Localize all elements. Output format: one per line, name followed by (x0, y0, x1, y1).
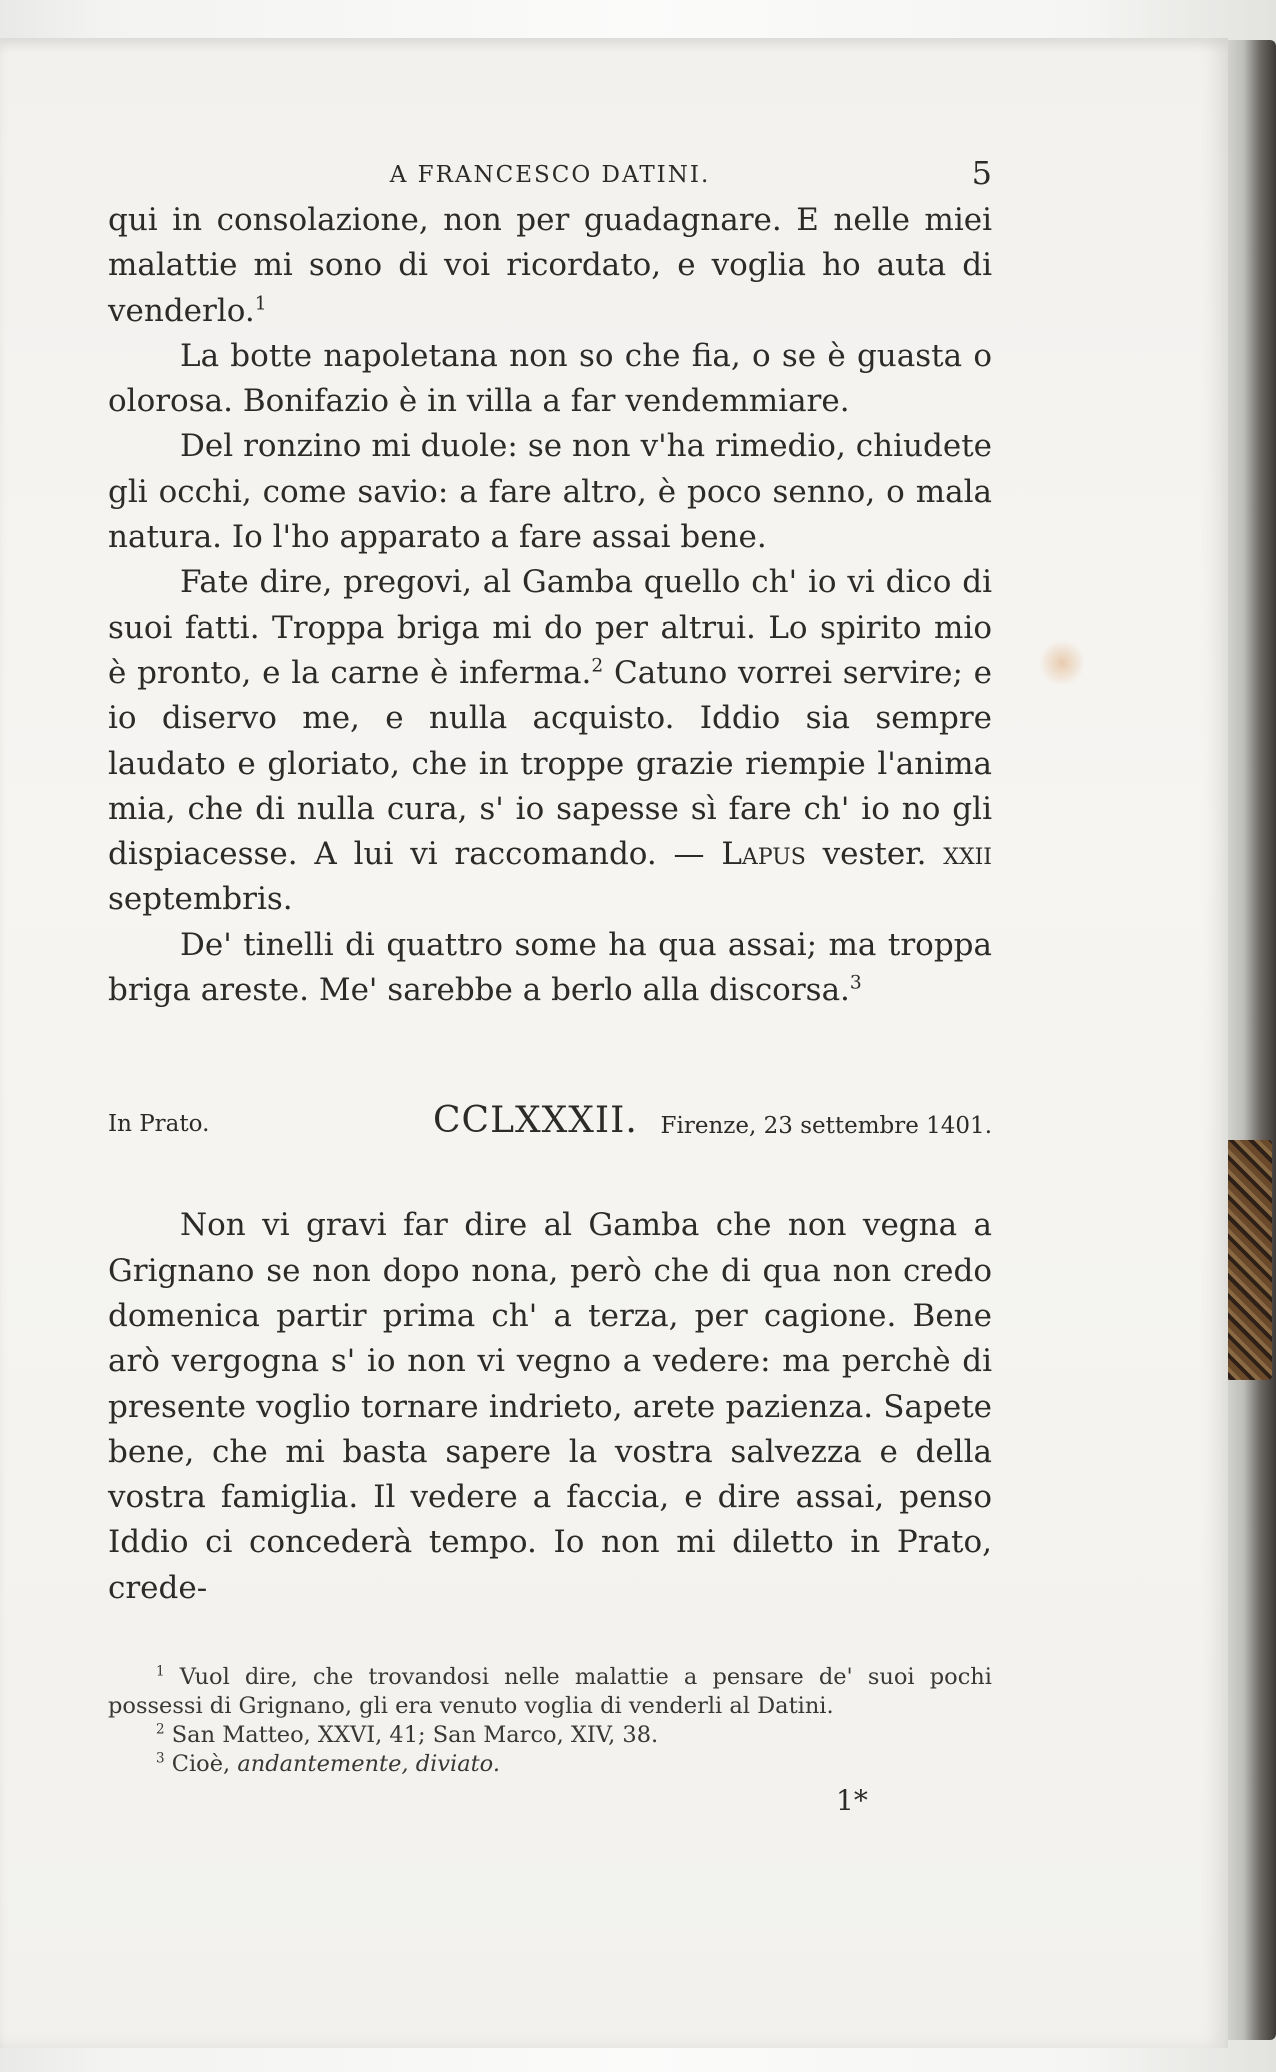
signature-mark: 1* (836, 1784, 868, 1817)
paragraph-continuation: qui in consolazione, non per guadagnare. E nelle miei malattie mi sono di voi ricordato, e voglia ho auta di venderlo.$^1$ (108, 202, 992, 329)
footnote-3: $^3$ Cioè, andantemente, diviato. (156, 1750, 500, 1778)
date-roman: xxii (943, 836, 992, 873)
running-title: A FRANCESCO DATINI. (389, 162, 711, 188)
footnotes (108, 1663, 992, 1779)
paragraph-ronzino: Del ronzino mi duole: se non v'ha rimedio, chiudete gli occhi, come savio: a fare altro, è poco senno, o mala natura. Io l'ho apparato a fare assai bene. (108, 428, 992, 556)
letter-heading (108, 1083, 992, 1143)
letter-date: Firenze, 23 settembre 1401. (660, 1113, 992, 1140)
letter-place: In Prato. (108, 1111, 210, 1138)
paragraph-gamba: Fate dire, pregovi, al Gamba quello ch' io vi dico di suoi fatti. Troppa briga mi do per altrui. Lo spirito mio è pronto, e la carne è inferma.$^2$ Catuno vorrei servire; e io diservo me, e nulla acquisto. Iddio sia sempre laudato e gloriato, che in troppe grazie riempie l'anima mia, che di nulla cura, s' io sapesse sì fare ch' io no gli dispiacesse. A lui vi raccomando. — Lapus vester. xxii septembris. (108, 564, 992, 918)
footnote-ref-1: 1 (254, 293, 267, 315)
signature-lapus: Lapus (721, 836, 806, 873)
book-spine-edge (1222, 40, 1276, 2040)
footnote-1: $^1$ Vuol dire, che trovandosi nelle malattie a pensare de' suoi pochi possessi di Grignano, gli era venuto voglia di venderli al Datini. (108, 1663, 992, 1720)
footnote-ref-3: 3 (849, 972, 862, 994)
page-text (108, 150, 992, 1779)
paragraph-letter-body: Non vi gravi far dire al Gamba che non vegna a Grignano se non dopo nona, però che di qua non credo domenica partir prima ch' a terza, per cagione. Bene arò vergogna s' io non vi vegno a vedere: ma perchè di presente voglio tornare indrieto, arete pazienza. Sapete bene, che mi basta sapere la vostra salvezza e della vostra famiglia. Il vedere a faccia, e dire assai, penso Iddio ci concederà tempo. Io non mi diletto in Prato, crede- (108, 1207, 992, 1606)
footnote-2: $^2$ San Matteo, XXVI, 41; San Marco, XIV, 38. (156, 1721, 659, 1749)
running-head (108, 150, 992, 198)
letter-number: CCLXXXII. (433, 1100, 638, 1142)
footnote-ref-2: 2 (591, 655, 604, 677)
paragraph-botte: La botte napoletana non so che fia, o se è guasta o olorosa. Bonifazio è in villa a far vendemmiare. (108, 337, 992, 420)
page-number: 5 (971, 154, 992, 192)
paragraph-tinelli: De' tinelli di quattro some ha qua assai; ma troppa briga areste. Me' sarebbe a berlo alla discorsa.$^3$ (108, 926, 992, 1009)
leather-bookmark (1222, 1140, 1272, 1380)
page-stain (1040, 638, 1084, 688)
